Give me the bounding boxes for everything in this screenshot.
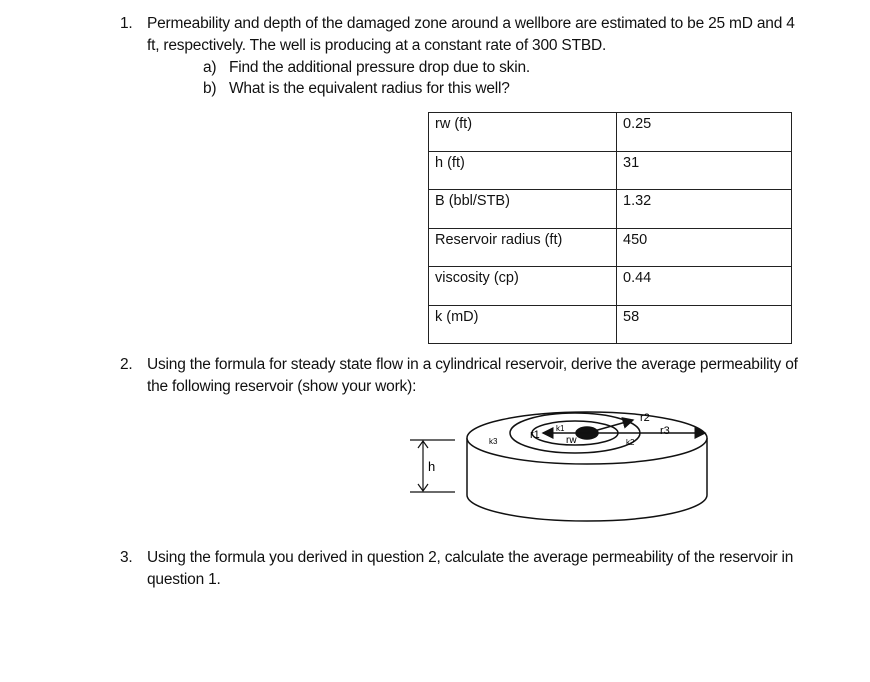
- param-value: 450: [617, 228, 792, 267]
- param-label: B (bbl/STB): [429, 190, 617, 229]
- q1b-text: What is the equivalent radius for this well?: [229, 80, 510, 97]
- label-h: h: [428, 459, 436, 474]
- label-k3: k3: [489, 437, 498, 446]
- q2-line2: the following reservoir (show your work):: [147, 378, 417, 395]
- param-value: 0.44: [617, 267, 792, 306]
- param-value: 1.32: [617, 190, 792, 229]
- q3-number: 3.: [120, 549, 133, 566]
- label-k1: k1: [556, 424, 565, 433]
- param-label: rw (ft): [429, 113, 617, 152]
- label-k2: k2: [626, 438, 635, 447]
- q1a-text: Find the additional pressure drop due to skin.: [229, 59, 530, 76]
- param-label: Reservoir radius (ft): [429, 228, 617, 267]
- param-label: h (ft): [429, 151, 617, 190]
- q2-line1: Using the formula for steady state flow in a cylindrical reservoir, derive the average permeability of: [147, 356, 798, 373]
- label-rw: rw: [566, 435, 577, 446]
- q3-line2: question 1.: [147, 571, 221, 588]
- q1a-label: a): [203, 59, 217, 76]
- q2-number: 2.: [120, 356, 133, 373]
- q1-number: 1.: [120, 15, 133, 32]
- q1-line2: ft, respectively. The well is producing at a constant rate of 300 STBD.: [147, 37, 607, 54]
- label-r2: r2: [640, 412, 650, 424]
- param-label: k (mD): [429, 305, 617, 344]
- param-value: 58: [617, 305, 792, 344]
- param-value: 31: [617, 151, 792, 190]
- label-r3: r3: [660, 425, 670, 437]
- q1-line1: Permeability and depth of the damaged zone around a wellbore are estimated to be 25 mD and 4: [147, 15, 795, 32]
- q3-line1: Using the formula you derived in question 2, calculate the average permeability of the reservoir in: [147, 549, 794, 566]
- param-value: 0.25: [617, 113, 792, 152]
- param-label: viscosity (cp): [429, 267, 617, 306]
- label-r1: r1: [530, 429, 540, 441]
- q1b-label: b): [203, 80, 217, 97]
- cylinder-shape: [467, 412, 707, 521]
